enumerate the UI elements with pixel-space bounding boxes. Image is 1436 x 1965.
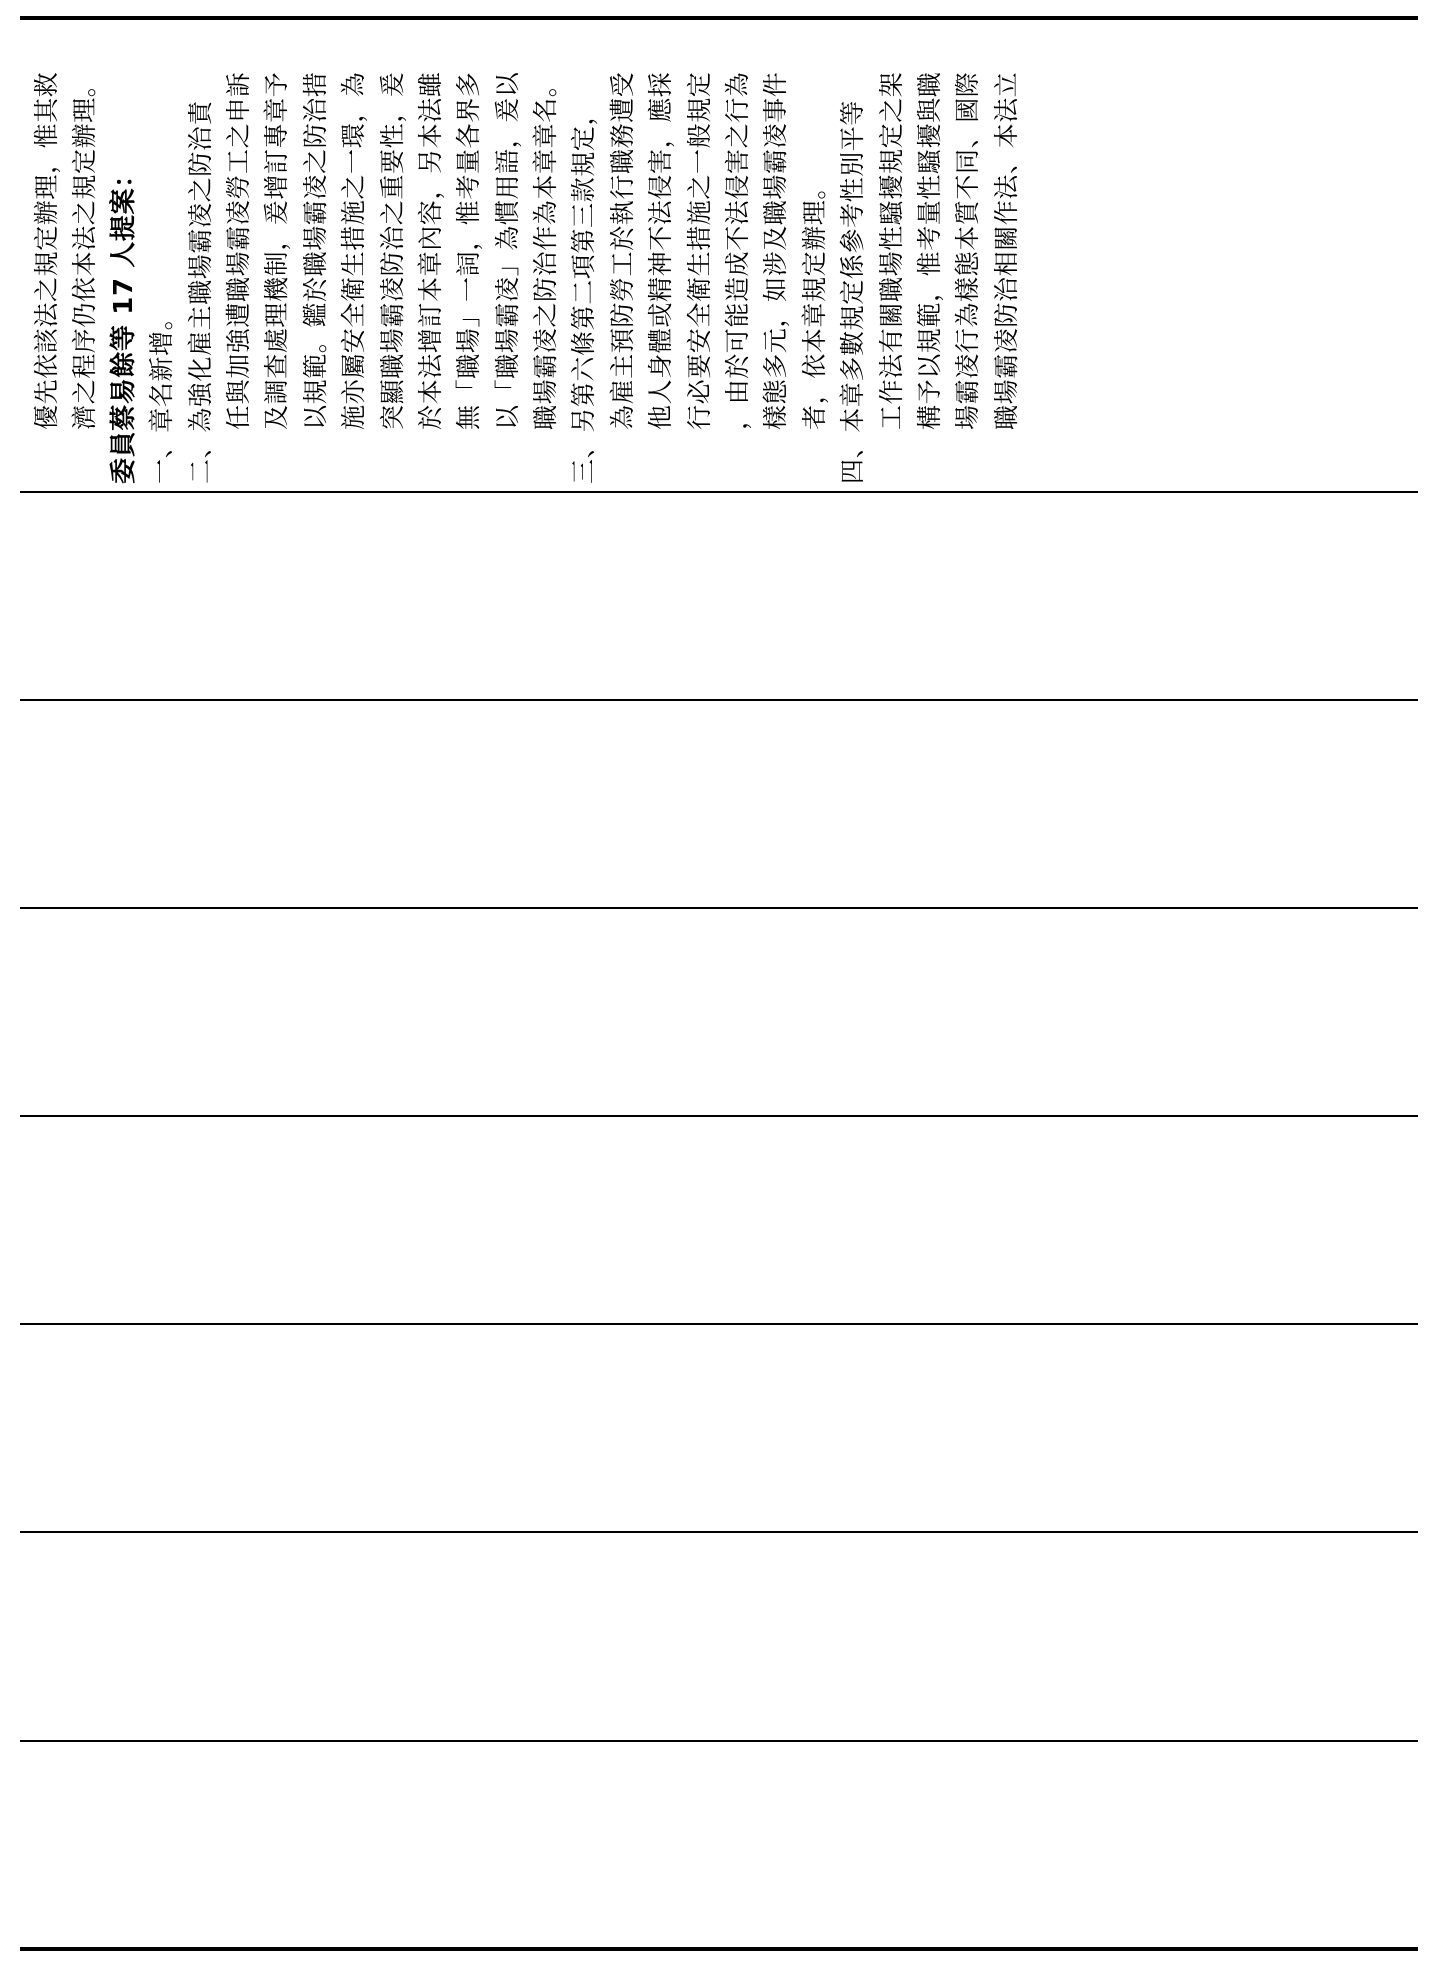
- text-line: 以規範。鑑於職場霸凌之防治措: [300, 71, 330, 430]
- explanation-text: [20, 22, 1418, 492]
- text-line: 三、另第六條第二項第三款規定，: [569, 99, 599, 484]
- text-line: 四、本章多數規定係參考性別平等: [838, 99, 868, 484]
- text-line: 以「職場霸凌」為慣用語，爰以: [492, 71, 522, 430]
- text-line: 場霸凌行為樣態本質不同、國際: [953, 71, 983, 430]
- text-line: 突顯職場霸凌防治之重要性，爰: [377, 71, 407, 430]
- text-line: 構予以規範，惟考量性騷擾與職: [914, 71, 944, 430]
- text-line: 一、章名新增。: [147, 304, 177, 484]
- text-line: 樣態多元，如涉及職場霸凌事件: [761, 71, 791, 430]
- text-line: 濟之程序仍依本法之規定辦理。: [70, 71, 100, 430]
- text-line: 為雇主預防勞工於執行職務遭受: [607, 71, 637, 430]
- text-line: 工作法有關職場性騷擾規定之架: [876, 71, 906, 430]
- text-line: 施亦屬安全衛生措施之一環，為: [339, 71, 369, 430]
- text-line: 任與加強遭職場霸凌勞工之申訴: [223, 71, 253, 430]
- text-line: 優先依該法之規定辦理，惟其救: [32, 71, 61, 430]
- explanation-cell: [20, 22, 1418, 492]
- text-line: 他人身體或精神不法侵害，應採: [646, 71, 676, 430]
- table-row-empty: [20, 701, 1418, 907]
- table-top-border: [20, 16, 1418, 20]
- text-line: 行必要安全衛生措施之一般規定: [684, 71, 714, 430]
- text-line: 職場霸凌之防治作為本章章名。: [531, 71, 561, 430]
- table-row-empty: [20, 909, 1418, 1115]
- table-row-empty: [20, 1117, 1418, 1323]
- proposal-heading: 委員蔡易餘等 17 人提案：: [108, 161, 139, 484]
- text-line: 及調查處理機制，爰增訂專章予: [262, 71, 292, 430]
- text-line: 二、為強化雇主職場霸凌之防治責: [185, 99, 215, 484]
- text-line: 無「職場」一詞，惟考量各界多: [454, 71, 484, 430]
- table-row-empty: [20, 1325, 1418, 1531]
- text-line: ，由於可能造成不法侵害之行為: [723, 71, 753, 430]
- text-line: 職場霸凌防治相關作法、本法立: [991, 71, 1021, 430]
- text-line: 者，依本章規定辦理。: [799, 173, 829, 430]
- table-row-empty: [20, 1533, 1418, 1739]
- table-row-empty: [20, 493, 1418, 699]
- text-line: 於本法增訂本章內容，另本法雖: [415, 71, 445, 430]
- table-row-empty: [20, 1742, 1418, 1948]
- table-bottom-border: [20, 1947, 1418, 1951]
